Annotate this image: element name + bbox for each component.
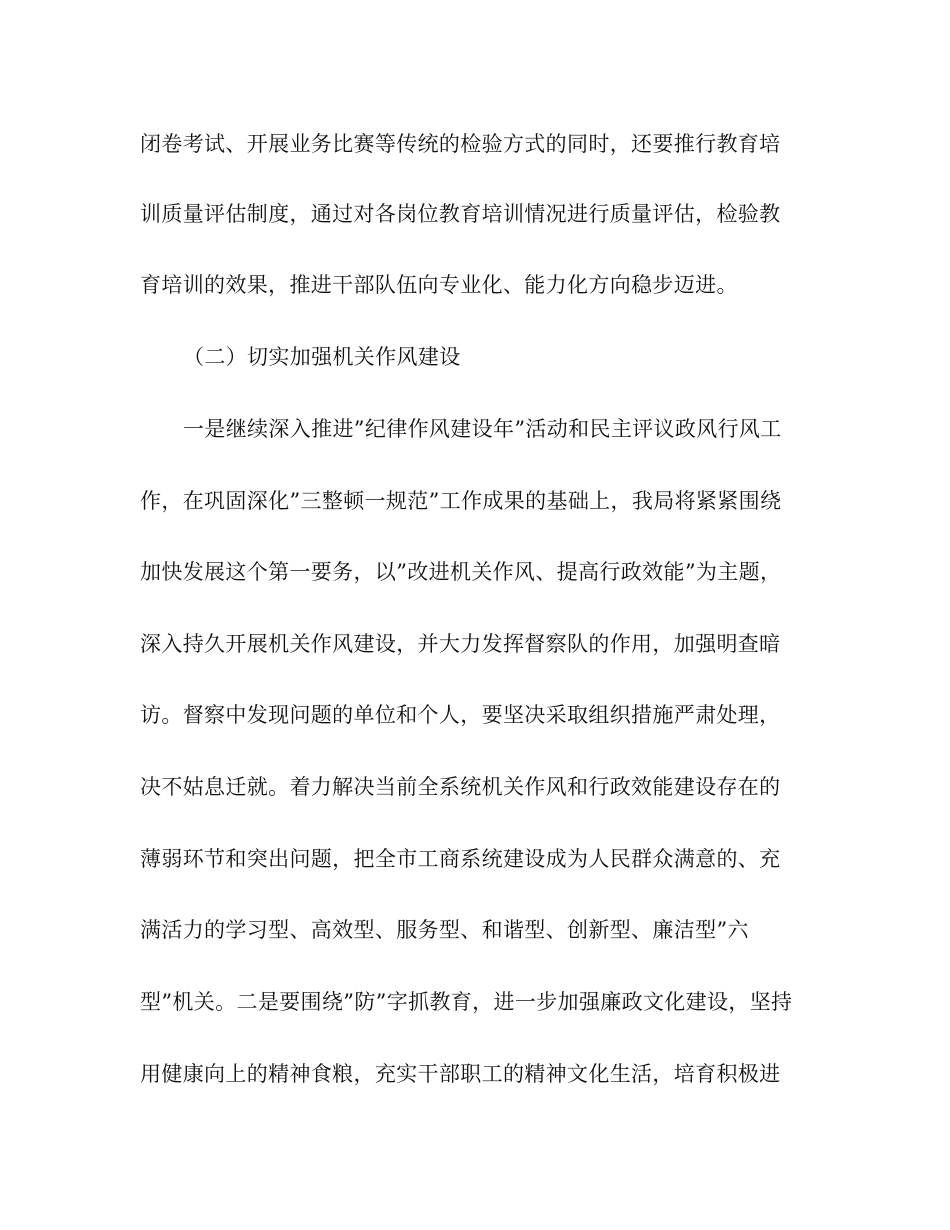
- body-text-line: 用健康向上的精神食粮，充实干部职工的精神文化生活，培育积极进: [140, 1062, 781, 1086]
- body-text-line: 闭卷考试、开展业务比赛等传统的检验方式的同时，还要推行教育培: [140, 132, 781, 156]
- body-text-line: 型”机关。二是要围绕”防”字抓教育，进一步加强廉政文化建设，坚持: [140, 990, 793, 1014]
- body-text-line: 深入持久开展机关作风建设，并大力发挥督察队的作用，加强明查暗: [140, 632, 781, 656]
- body-text-line: 育培训的效果，推进干部队伍向专业化、能力化方向稳步迈进。: [140, 273, 738, 297]
- body-text-line: 作，在巩固深化”三整顿一规范”工作成果的基础上，我局将紧紧围绕: [140, 489, 782, 513]
- section-heading: （二）切实加强机关作风建设: [183, 345, 461, 369]
- body-text-line: 满活力的学习型、高效型、服务型、和谐型、创新型、廉洁型”六: [140, 918, 749, 942]
- body-text-line: 决不姑息迁就。着力解决当前全系统机关作风和行政效能建设存在的: [140, 775, 781, 799]
- body-text-line: 薄弱环节和突出问题，把全市工商系统建设成为人民群众满意的、充: [140, 847, 781, 871]
- body-text-line: 加快发展这个第一要务，以”改进机关作风、提高行政效能”为主题，: [140, 560, 782, 584]
- body-text-line: 训质量评估制度，通过对各岗位教育培训情况进行质量评估，检验教: [140, 202, 781, 226]
- body-text-line: 访。督察中发现问题的单位和个人，要坚决采取组织措施严肃处理，: [140, 703, 781, 727]
- paragraph-first-line: 一是继续深入推进”纪律作风建设年”活动和民主评议政风行风工: [183, 417, 782, 441]
